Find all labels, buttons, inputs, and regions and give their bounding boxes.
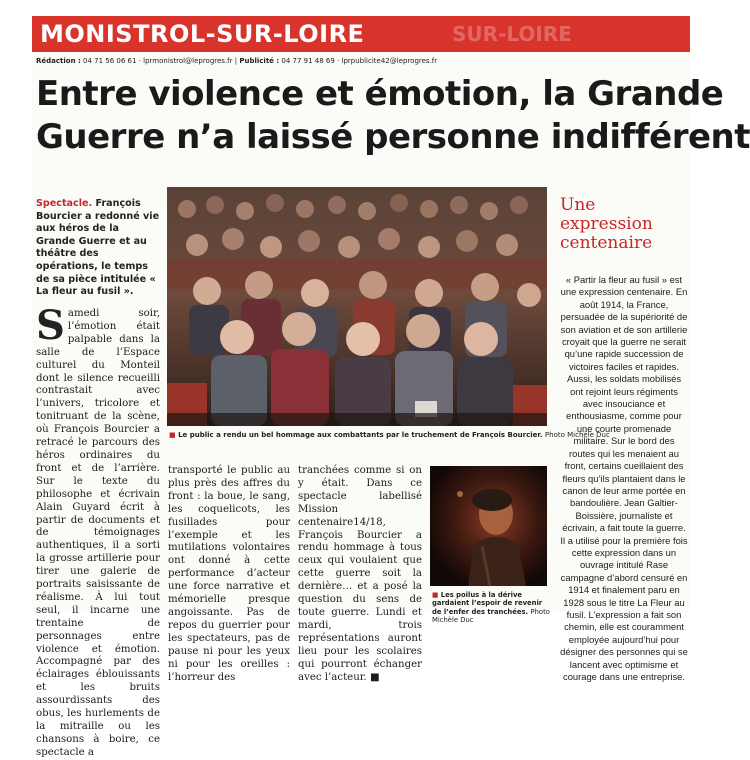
headline-line-1: Entre violence et émotion, la Grande bbox=[36, 74, 724, 114]
photo-credit: Photo Michèle Duc bbox=[432, 607, 550, 625]
contact-line bbox=[36, 57, 437, 65]
audience-photo-illustration bbox=[167, 187, 547, 426]
column-1-text: amedi soir, l’émotion était palpable dans la salle de l’Espace culturel du Monteil dont le silence recueilli contrastait avec l’univers, tricolore et tonitruant de la scène, où François Bourcier a retracé le parcours des héros ordinaires du front et de l’arrière. Sur le texte du philosophe et écrivain Alain Guyard écrit à partir de documents et de témoignages authentiques, il a sorti la grosse artillerie pour tirer une galerie de portraits saisissante de réalisme. À lui tout seul, il incarne une trentaine de personnages entre violence et émotion. Accompagné par des éclairages éblouissants et les bruits assourdissants des obus, les hurlements de la mitraille ou les chansons à boire, ce spectacle a bbox=[36, 308, 160, 758]
lead-text: François Bourcier a redonné vie aux héros de la Grande Guerre et au théâtre des opérations, le temps de sa pièce intitulée « La fleur au fusil ». bbox=[36, 198, 160, 298]
column-3-text: tranchées comme si on y était. Dans ce spectacle labellisé Mission centenaire14/18, François Bourcier a rendu hommage à tous ceux qui voulaient que cette guerre soit la dernière… et a posé la question du sens de toute guerre. Lundi et mardi, trois représentations auront lieu pour les scolaires qui pourront échanger avec l’acteur. bbox=[298, 465, 422, 683]
article-lead bbox=[36, 198, 160, 299]
sidebar-body: « Partir la fleur au fusil » est une expression centenaire. En août 1914, la France, persuadée de la supériorité de son aviation et de son artillerie croyait que la guerre ne serait qu’une rapide succession de victoires faciles et rapides. Aussi, les soldats mobilisés ont rejoint leurs régiments avec insouciance et enthousiasme, comme pour une courte promenade militaire. Sur le bord des routes qui les menaient au front, certains cueillaient des fleurs qu’ils plantaient dans le canon de leur arme portée en bandoulière. Jean Galtier-Boissière, journaliste et écrivain, a fait toute la guerre. Il a utilisé pour la première fois cette expression dans un ouvrage intitulé Rase campagne d’abord censuré en 1914 et finalement paru en 1928 sous le titre La Fleur au fusil. L’expression a fait son chemin, elle est couramment employée aujourd’hui pour désigner des personnes qui se lancent avec optimisme et courage dans une entreprise. bbox=[560, 274, 688, 682]
publicite-email: lprpublicite42@leprogres.fr bbox=[341, 57, 438, 65]
article-column-1 bbox=[36, 302, 160, 760]
newspaper-page bbox=[32, 16, 750, 758]
article-column-2: transporté le public au plus près des affres du front : la boue, le sang, les coquelicots, les fusillades pour l’exemple et les mutilations volontaires ont donné à cette performance d’acteur une force narrative et mémorielle presque angoissante. Pas de repos du guerrier pour les spectateurs, pas de pause ni pour les yeux ni pour les oreilles : l’horreur des bbox=[168, 465, 290, 683]
audience-photo bbox=[167, 187, 547, 426]
redaction-email: lprmonistrol@leprogres.fr bbox=[143, 57, 233, 65]
end-of-article-mark: ■ bbox=[370, 671, 380, 683]
article-column-3 bbox=[298, 465, 422, 684]
headline-line-2: Guerre n’a laissé personne indifférent bbox=[36, 117, 750, 157]
publicite-label: Publicité : bbox=[239, 57, 280, 65]
drop-cap: S bbox=[36, 302, 65, 349]
actor-photo-caption bbox=[432, 591, 550, 625]
audience-photo-caption bbox=[169, 431, 610, 439]
section-title: MONISTROL-SUR-LOIRE bbox=[40, 20, 365, 48]
caption-marker: ■ bbox=[432, 591, 441, 599]
contact-separator: · bbox=[337, 57, 342, 65]
section-banner bbox=[32, 16, 690, 52]
publicite-phone: 04 77 91 48 69 bbox=[281, 57, 335, 65]
actor-photo bbox=[430, 466, 547, 586]
caption-text: Le public a rendu un bel hommage aux combattants par le truchement de François Bourcier. bbox=[178, 431, 543, 439]
sidebar-title: Une expression centenaire bbox=[560, 195, 653, 253]
caption-text: Les poilus à la dérive gardaient l’espoir de revenir de l’enfer des tranchées. bbox=[432, 591, 543, 616]
contact-separator: | bbox=[234, 57, 240, 65]
lead-kicker: Spectacle. bbox=[36, 198, 93, 209]
article-headline bbox=[36, 73, 750, 159]
caption-marker: ■ bbox=[169, 431, 179, 439]
banner-bleedthrough-text: SUR-LOIRE bbox=[452, 22, 572, 46]
photo-credit: Photo Michèle Duc bbox=[544, 431, 610, 439]
redaction-phone: 04 71 56 06 61 bbox=[83, 57, 137, 65]
actor-photo-illustration bbox=[430, 466, 547, 586]
redaction-label: Rédaction : bbox=[36, 57, 81, 65]
contact-separator: · bbox=[138, 57, 144, 65]
sidebar-text bbox=[560, 274, 688, 683]
